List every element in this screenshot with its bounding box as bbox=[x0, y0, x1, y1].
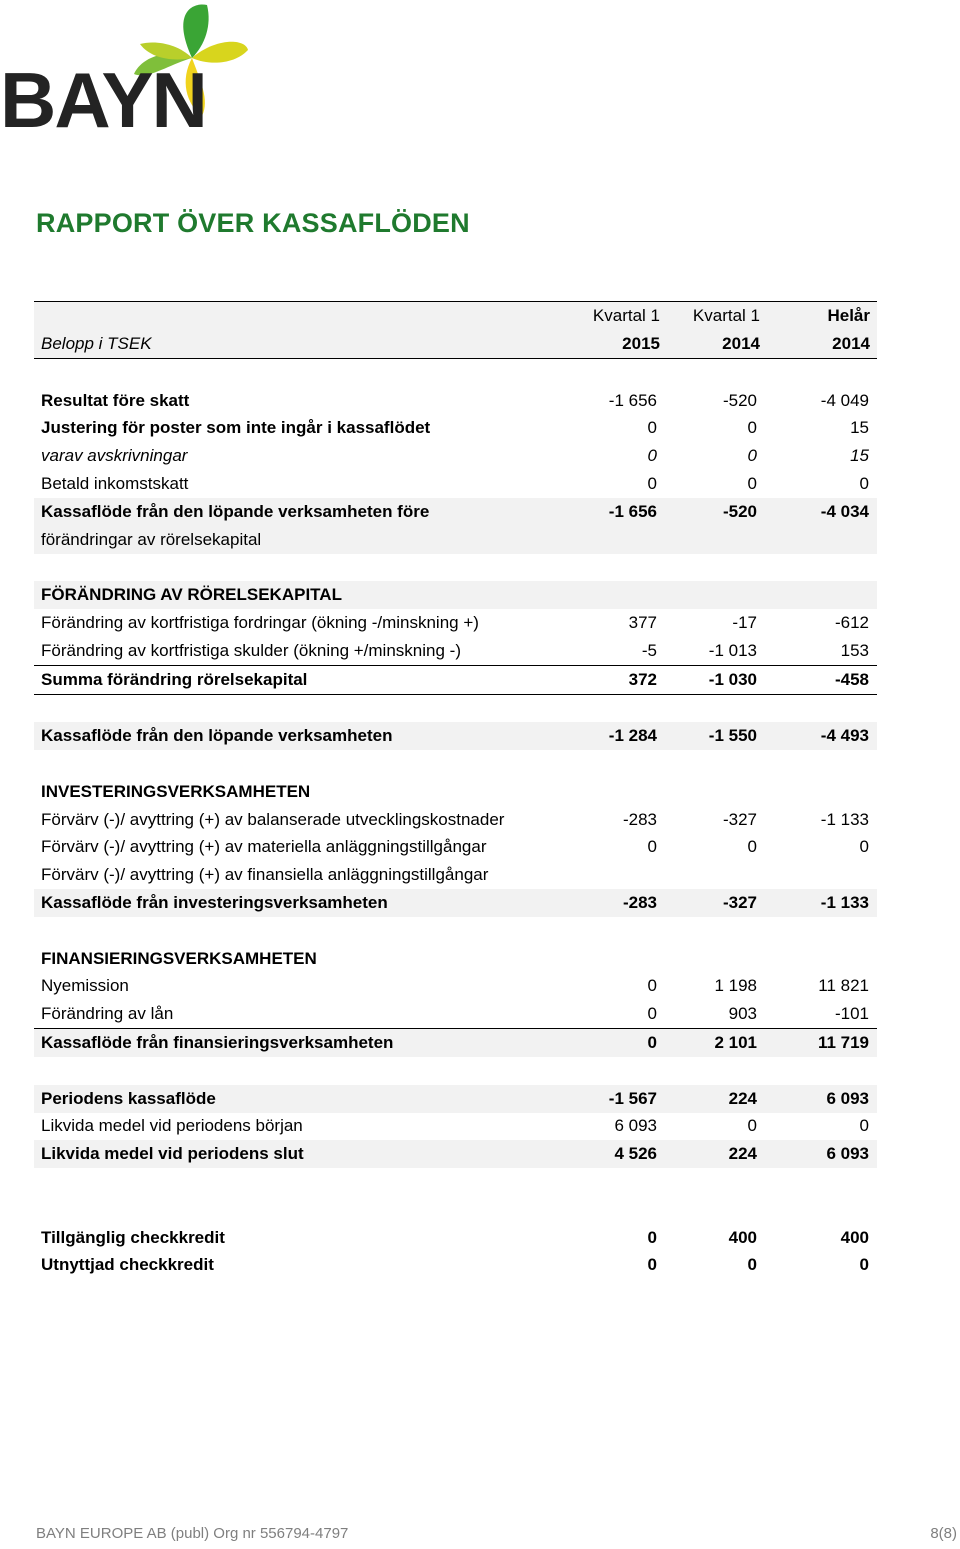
cell: -283 bbox=[622, 809, 657, 829]
cell: 400 bbox=[728, 1227, 757, 1247]
row-label: Förändring av kortfristiga fordringar (ökning -/minskning +) bbox=[41, 613, 479, 633]
row-label: Förvärv (-)/ avyttring (+) av balanserade utvecklingskostnader bbox=[41, 809, 505, 829]
table-row bbox=[34, 1252, 877, 1280]
row-label: varav avskrivningar bbox=[41, 446, 188, 466]
cell: 0 bbox=[859, 1255, 869, 1275]
cell: 0 bbox=[859, 1116, 869, 1136]
cell: 11 821 bbox=[818, 976, 869, 996]
table-row bbox=[34, 834, 877, 862]
col3-period: Helår bbox=[827, 306, 870, 325]
cell: -1 133 bbox=[820, 893, 869, 913]
table-row bbox=[34, 722, 877, 750]
table-row bbox=[34, 665, 877, 695]
cell: 377 bbox=[628, 613, 657, 633]
row-label: Periodens kassaflöde bbox=[41, 1088, 216, 1108]
cell: -1 030 bbox=[708, 669, 757, 689]
cell: -1 656 bbox=[608, 390, 657, 410]
cell: -17 bbox=[732, 613, 757, 633]
spacer bbox=[34, 1168, 877, 1196]
table-row bbox=[34, 498, 877, 554]
cell: 0 bbox=[647, 837, 657, 857]
page-title: RAPPORT ÖVER KASSAFLÖDEN bbox=[36, 208, 470, 238]
col1-year: 2015 bbox=[622, 334, 660, 353]
cell: 2 101 bbox=[714, 1033, 757, 1053]
col3-year: 2014 bbox=[832, 334, 870, 353]
cell: 0 bbox=[747, 1116, 757, 1136]
section-header bbox=[34, 945, 877, 973]
row-label: Likvida medel vid periodens slut bbox=[41, 1144, 304, 1164]
cell: 15 bbox=[850, 418, 869, 438]
cell: 224 bbox=[728, 1144, 757, 1164]
table-row bbox=[34, 1028, 877, 1057]
section-label: FINANSIERINGSVERKSAMHETEN bbox=[41, 948, 317, 968]
spacer bbox=[34, 1057, 877, 1085]
cell: 4 526 bbox=[614, 1144, 657, 1164]
col2-period: Kvartal 1 bbox=[692, 306, 760, 325]
section-header bbox=[34, 581, 877, 609]
unit-label: Belopp i TSEK bbox=[41, 334, 152, 353]
footer-company: BAYN EUROPE AB (publ) Org nr 556794-4797 bbox=[36, 1525, 349, 1542]
table-row bbox=[34, 442, 877, 470]
row-label: Kassaflöde från investeringsverksamheten bbox=[41, 893, 388, 913]
cell: 0 bbox=[747, 1255, 757, 1275]
cell: 0 bbox=[747, 418, 757, 438]
table-row bbox=[34, 973, 877, 1001]
cell: 0 bbox=[647, 1004, 657, 1024]
table-row bbox=[34, 1085, 877, 1113]
cell: -101 bbox=[834, 1004, 869, 1024]
col1-period: Kvartal 1 bbox=[592, 306, 660, 325]
flower-icon bbox=[0, 0, 260, 132]
cell: -1 567 bbox=[608, 1088, 657, 1108]
cell: 0 bbox=[647, 976, 657, 996]
section-label: INVESTERINGSVERKSAMHETEN bbox=[41, 781, 311, 801]
cell: 15 bbox=[850, 446, 869, 466]
table-header bbox=[34, 301, 877, 359]
row-label: Förvärv (-)/ avyttring (+) av materiella anläggningstillgångar bbox=[41, 837, 487, 857]
table-row bbox=[34, 637, 877, 665]
table-row bbox=[34, 806, 877, 834]
cell: -612 bbox=[834, 613, 869, 633]
footer-page-number: 8(8) bbox=[930, 1525, 957, 1542]
row-label: Justering för poster som inte ingår i kassaflödet bbox=[41, 418, 431, 438]
table-row bbox=[34, 415, 877, 443]
cell: 0 bbox=[647, 1227, 657, 1247]
cell: 6 093 bbox=[826, 1144, 869, 1164]
cell: -1 550 bbox=[708, 726, 757, 746]
col2-year: 2014 bbox=[722, 334, 760, 353]
row-label: Likvida medel vid periodens början bbox=[41, 1116, 303, 1136]
cashflow-table bbox=[34, 301, 877, 1279]
spacer bbox=[34, 359, 877, 387]
table-row bbox=[34, 1140, 877, 1168]
spacer bbox=[34, 917, 877, 945]
section-header bbox=[34, 778, 877, 806]
cell: 1 198 bbox=[714, 976, 757, 996]
cell: -5 bbox=[641, 640, 657, 660]
cell: 0 bbox=[647, 1033, 657, 1053]
cell: 11 719 bbox=[817, 1033, 869, 1053]
spacer bbox=[34, 1196, 877, 1224]
row-label: Kassaflöde från finansieringsverksamheten bbox=[41, 1033, 394, 1053]
row-label: Tillgänglig checkkredit bbox=[41, 1227, 225, 1247]
cell: -327 bbox=[722, 893, 757, 913]
cell: -1 284 bbox=[608, 726, 657, 746]
cell: -520 bbox=[722, 501, 757, 521]
table-row bbox=[34, 1000, 877, 1028]
row-label: Betald inkomstskatt bbox=[41, 474, 189, 494]
table-row bbox=[34, 889, 877, 917]
cell: -520 bbox=[722, 390, 757, 410]
page-footer bbox=[36, 1525, 957, 1542]
cell: 0 bbox=[647, 446, 657, 466]
cell: -283 bbox=[622, 893, 657, 913]
row-label: Utnyttjad checkkredit bbox=[41, 1255, 214, 1275]
row-label: Resultat före skatt bbox=[41, 390, 190, 410]
cell: 0 bbox=[647, 474, 657, 494]
row-label bbox=[34, 498, 557, 554]
spacer bbox=[34, 554, 877, 582]
table-row bbox=[34, 1113, 877, 1141]
cell: 0 bbox=[747, 474, 757, 494]
section-label: FÖRÄNDRING AV RÖRELSEKAPITAL bbox=[41, 585, 342, 605]
cell: -4 034 bbox=[820, 501, 869, 521]
row-label: Förändring av kortfristiga skulder (ökning +/minskning -) bbox=[41, 640, 461, 660]
cell: 6 093 bbox=[826, 1088, 869, 1108]
row-label-line: Kassaflöde från den löpande verksamheten före bbox=[41, 501, 430, 521]
cell: 400 bbox=[840, 1227, 869, 1247]
row-label: Nyemission bbox=[41, 976, 129, 996]
row-label: Förvärv (-)/ avyttring (+) av finansiella anläggningstillgångar bbox=[41, 865, 489, 885]
row-label: Förändring av lån bbox=[41, 1004, 174, 1024]
spacer bbox=[34, 750, 877, 778]
cell: -1 656 bbox=[608, 501, 657, 521]
cell: 0 bbox=[747, 837, 757, 857]
cell: 153 bbox=[840, 640, 869, 660]
table-row bbox=[34, 387, 877, 415]
cell: 0 bbox=[859, 837, 869, 857]
table-row bbox=[34, 609, 877, 637]
cell: -1 013 bbox=[708, 640, 757, 660]
cell: 0 bbox=[747, 446, 757, 466]
cell: -327 bbox=[722, 809, 757, 829]
cell: 0 bbox=[647, 418, 657, 438]
cell: 0 bbox=[647, 1255, 657, 1275]
bayn-logo bbox=[0, 0, 260, 132]
table-row bbox=[34, 1224, 877, 1252]
row-label: Summa förändring rörelsekapital bbox=[41, 669, 308, 689]
row-label: Kassaflöde från den löpande verksamheten bbox=[41, 726, 393, 746]
cell: -4 049 bbox=[820, 390, 869, 410]
cell: 903 bbox=[728, 1004, 757, 1024]
cell: -458 bbox=[834, 669, 869, 689]
logo-text: BAYN bbox=[0, 56, 206, 132]
cell: 224 bbox=[728, 1088, 757, 1108]
cell: 372 bbox=[628, 669, 657, 689]
cell: -1 133 bbox=[820, 809, 869, 829]
row-label-line: förändringar av rörelsekapital bbox=[41, 529, 262, 549]
cell: 0 bbox=[859, 474, 869, 494]
spacer bbox=[34, 695, 877, 723]
cell: 6 093 bbox=[614, 1116, 657, 1136]
table-row bbox=[34, 470, 877, 498]
table-row bbox=[34, 861, 877, 889]
cell: -4 493 bbox=[820, 726, 869, 746]
